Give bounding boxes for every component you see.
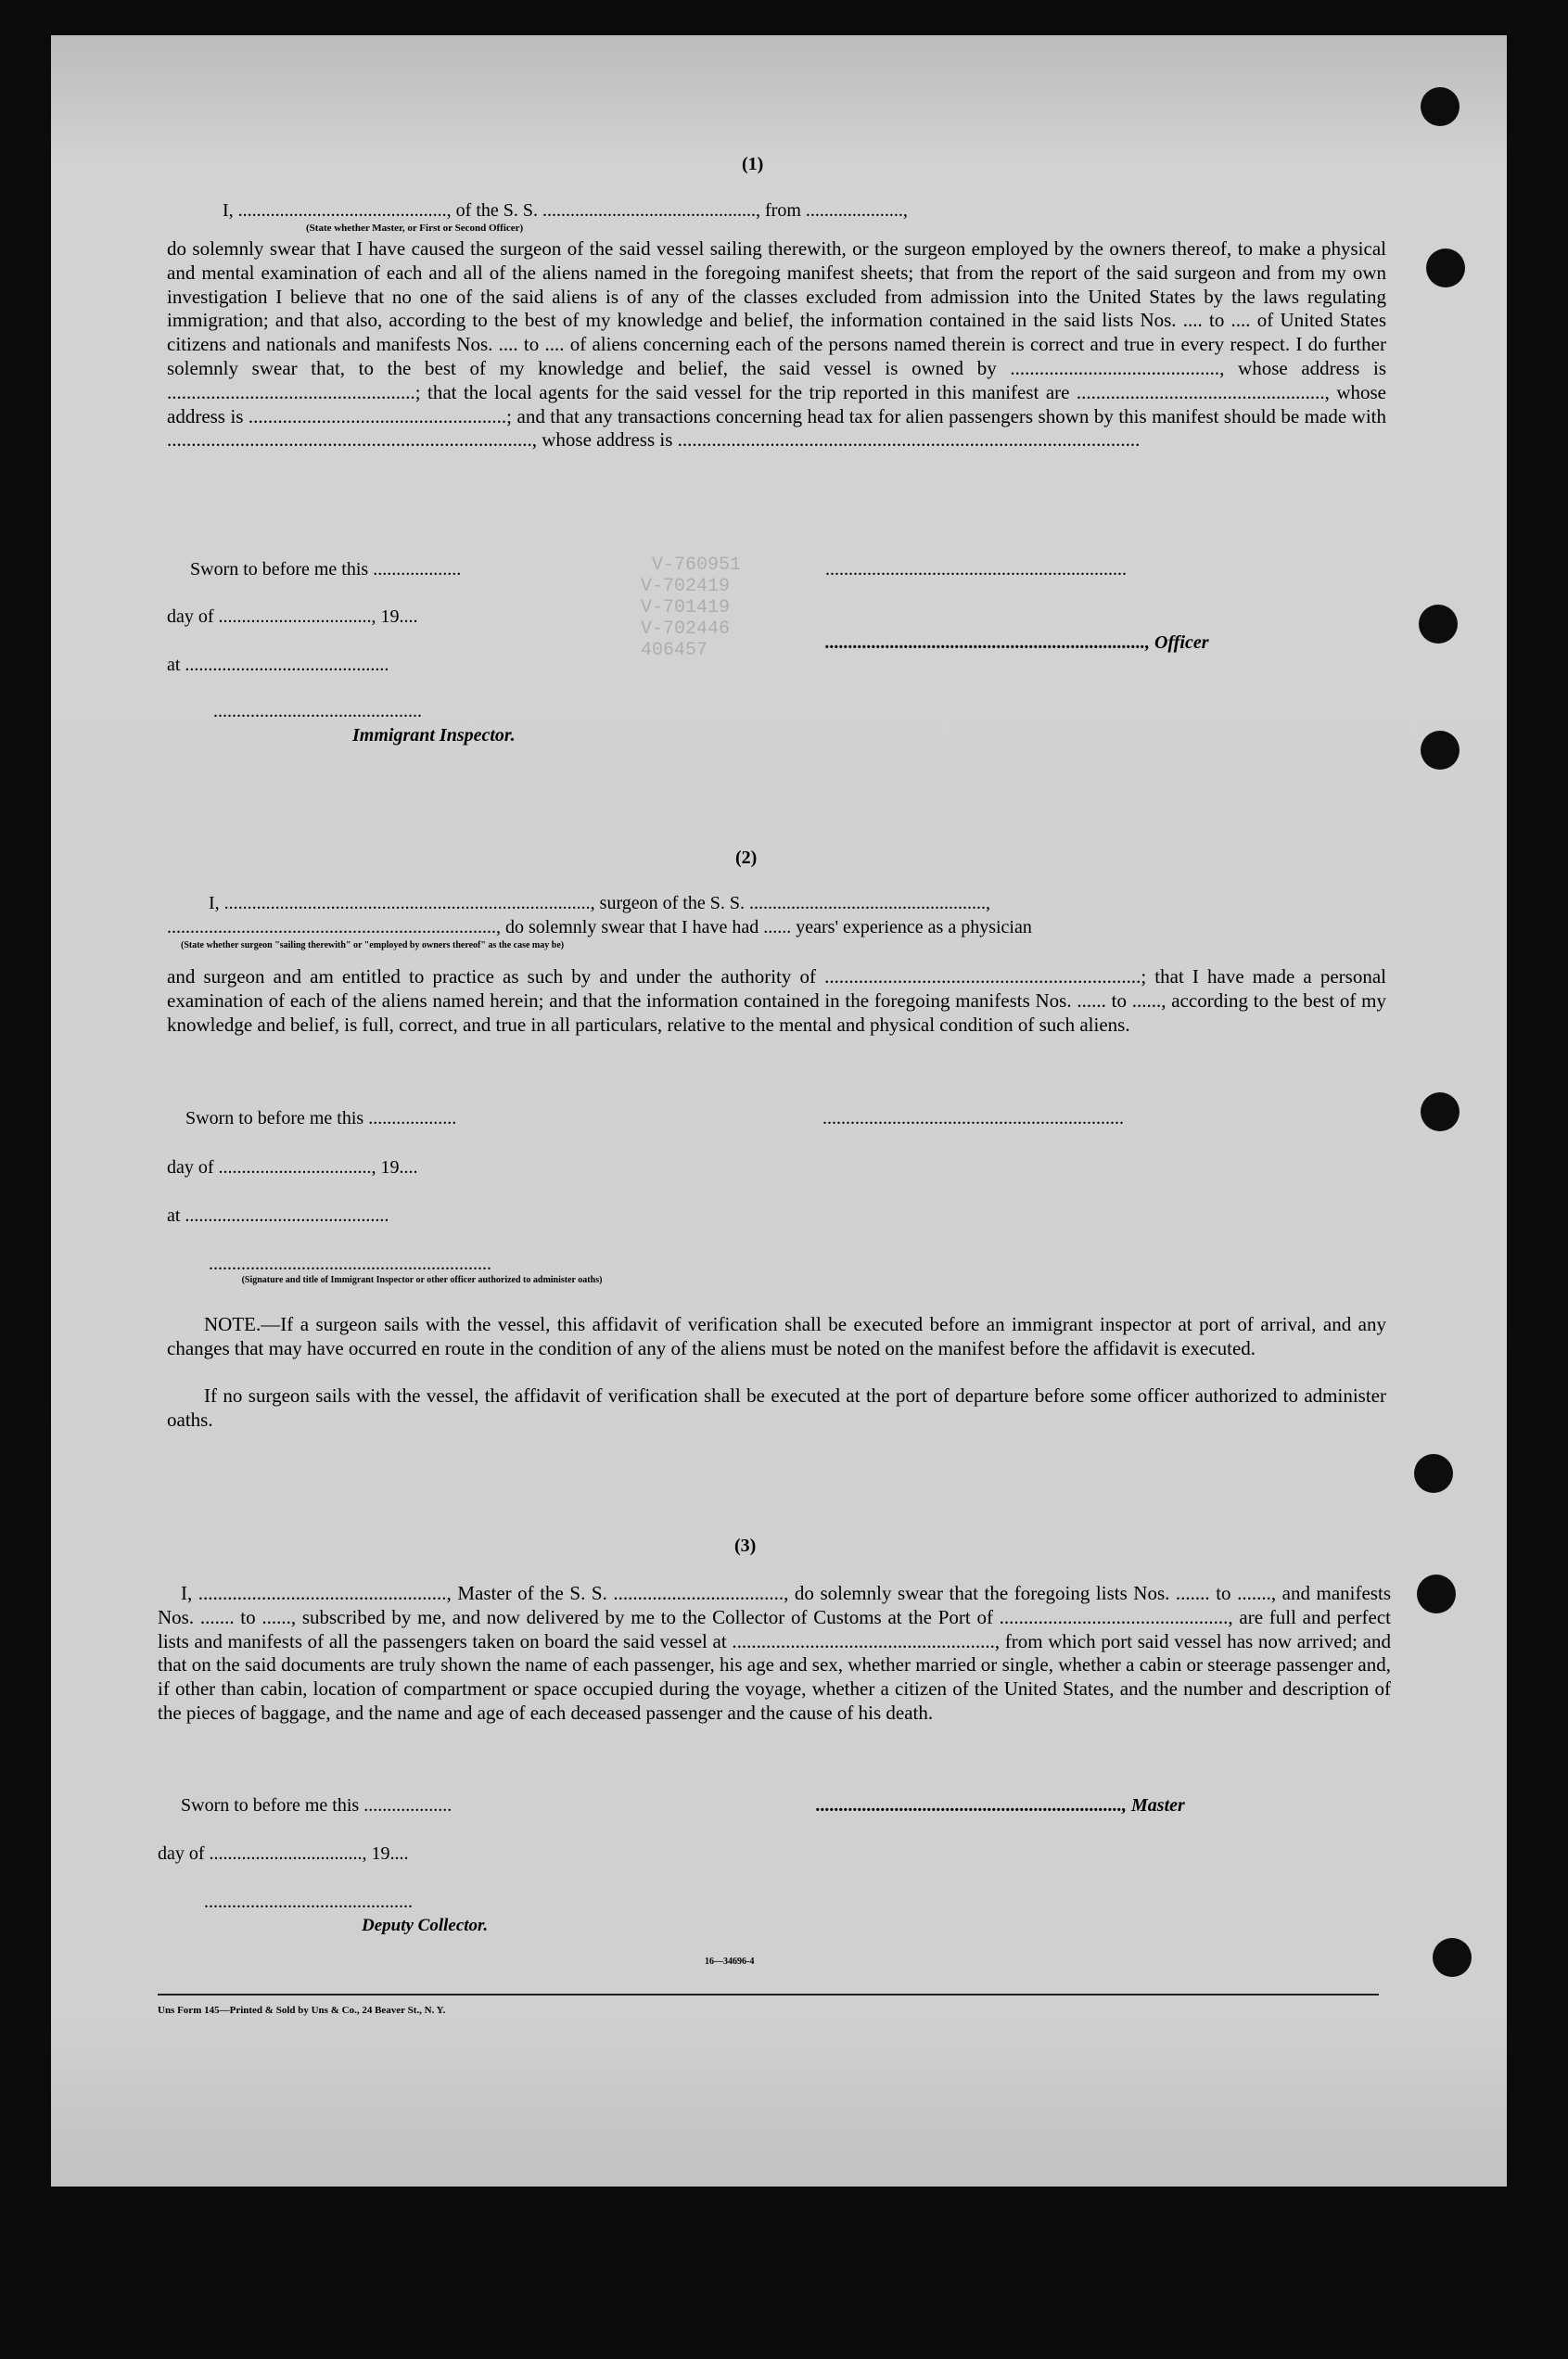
section-2-note2: If no surgeon sails with the vessel, the affidavit of verification shall be executed at the port of departure before some officer authorized to administer oaths. xyxy=(167,1384,1386,1431)
section-3-day: day of ................................., 19.... xyxy=(158,1843,409,1864)
section-2-line1: I, ..............................................................................., surgeon of the S. S. ..................................................., xyxy=(209,893,990,913)
punch-hole xyxy=(1419,605,1458,644)
section-3-collector: Deputy Collector. xyxy=(362,1916,489,1935)
section-2-state-note: (State whether surgeon "sailing therewith" or "employed by owners thereof" as the case may be) xyxy=(181,940,565,950)
punch-hole xyxy=(1417,1575,1456,1613)
section-1-number: (1) xyxy=(742,154,764,174)
section-3-sworn: Sworn to before me this ................... xyxy=(181,1795,453,1816)
section-2-right-line: ................................................................. xyxy=(822,1108,1124,1128)
section-1-at: at ............................................ xyxy=(167,655,389,675)
punch-hole xyxy=(1421,731,1460,770)
section-1-inspector: Immigrant Inspector. xyxy=(352,725,516,746)
section-2-signature-note: (Signature and title of Immigrant Inspector or other officer authorized to administer oaths) xyxy=(241,1275,603,1285)
section-1-body: do solemnly swear that I have caused the surgeon of the said vessel sailing therewith, or the surgeon employed by the owners thereof, to make a physical and mental examination of each and all of the aliens named in the foregoing manifest sheets; that from the report of the said surgeon and from my own investigation I believe that no one of the said aliens is of any of the classes excluded from admission into the United States by the laws regulating immigration; and that also, according to the best of my knowledge and belief, the information contained in the said lists Nos. .... to .... of United States citizens and nationals and manifests Nos. .... to .... of aliens concerning each of the persons named therein is correct and true in every respect. I do further solemnly swear that, to the best of my knowledge and belief, the said vessel is owned by ..........................................., whose address is ...................................................; that the local agents for the said vessel for the trip reported in this manifest are ..................................................., whose address is .....................................................; and that any transactions concerning head tax for alien passengers shown by this manifest should be made with ..........................................................................., whose address is ............................................................................................... xyxy=(167,237,1386,452)
section-3-body: I, ..................................................., Master of the S. S. ..................................., do solemnly swear that the foregoing lists Nos. ....... to ......., and manifests Nos. ....... to ......, subscribed by me, and now delivered by me to the Collector of Customs at the Port of ..............................................., are full and perfect lists and manifests of all the passengers taken on board the said vessel at ......................................................, from which port said vessel has now arrived; and that on the said documents are truly shown the name of each passenger, his age and sex, whether married or single, whether a cabin or steerage passenger and, if other than cabin, location of compartment or space occupied during the voyage, whether a citizen of the United States, and the number and description of the pieces of baggage, and the name and age of each deceased passenger and the cause of his death. xyxy=(158,1582,1391,1724)
section-2-note1: NOTE.—If a surgeon sails with the vessel, this affidavit of verification shall be executed before an immigrant inspector at port of arrival, and any changes that may have occurred en route in the condition of any of the aliens must be noted on the manifest before the affidavit is executed. xyxy=(167,1313,1386,1359)
section-2-number: (2) xyxy=(735,848,758,868)
section-1-right-line: ................................................................. xyxy=(825,559,1127,580)
punch-hole xyxy=(1421,1092,1460,1131)
section-2-at: at ............................................ xyxy=(167,1205,389,1226)
section-3-master: .................................................................., Master xyxy=(816,1795,1185,1816)
section-3-collector-line: ............................................. xyxy=(204,1892,413,1912)
section-1-officer: ....................................................................., Officer xyxy=(825,632,1209,653)
punch-hole xyxy=(1426,249,1465,287)
section-3-number: (3) xyxy=(734,1536,757,1556)
footer-rule xyxy=(158,1994,1379,1996)
section-2-day: day of ................................., 19.... xyxy=(167,1157,418,1178)
section-2-sworn: Sworn to before me this ................... xyxy=(185,1108,457,1128)
section-3-code: 16—34696-4 xyxy=(705,1957,755,1967)
section-1-line1: I, ............................................., of the S. S. .............................................., from ....................., xyxy=(223,200,908,221)
section-1-inspector-line: ............................................. xyxy=(213,701,422,721)
document-page xyxy=(51,35,1507,2187)
section-2-line2: ......................................................................., do solemnly swear that I have had ...... years' experience as a physician xyxy=(167,917,1032,937)
punch-hole xyxy=(1414,1454,1453,1493)
section-1-state-note: (State whether Master, or First or Second Officer) xyxy=(306,223,524,234)
section-2-body: and surgeon and am entitled to practice as such by and under the authority of .................................................................; that I have made a personal examination of each of the aliens named herein; and that the information contained in the foregoing manifests Nos. ...... to ......, according to the best of my knowledge and belief, is full, correct, and true in all particulars, relative to the mental and physical condition of such aliens. xyxy=(167,965,1386,1036)
punch-hole xyxy=(1433,1938,1472,1977)
section-1-day: day of ................................., 19.... xyxy=(167,606,418,627)
section-1-sworn: Sworn to before me this ................... xyxy=(190,559,462,580)
bleed-through-text: V-760951 V-702419 V-701419 V-702446 406457 xyxy=(641,555,742,661)
footer-imprint: Uns Form 145—Printed & Sold by Uns & Co., 24 Beaver St., N. Y. xyxy=(158,2005,446,2016)
punch-hole xyxy=(1421,87,1460,126)
section-2-signature-line: ............................................................. xyxy=(209,1254,491,1274)
